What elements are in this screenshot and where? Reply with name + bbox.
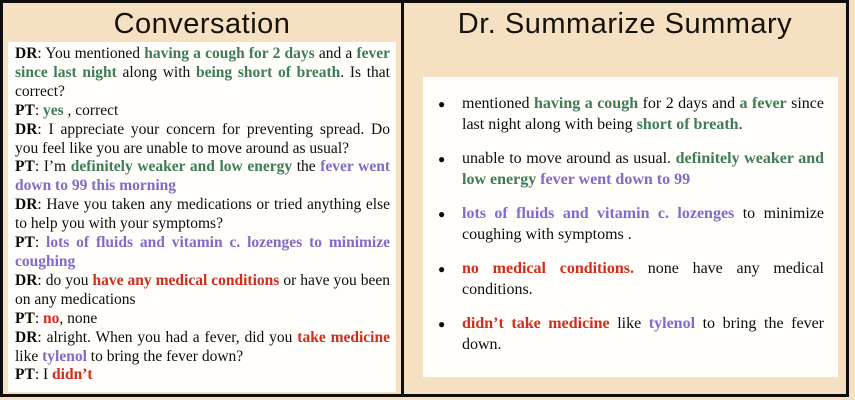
highlight-purple: tylenol: [648, 314, 696, 332]
plain-text: like: [15, 347, 43, 365]
conversation-turn: PT: no, none: [15, 309, 98, 327]
conversation-turn: DR: You mentioned having a cough for 2 days and a fever since last night along with being short of breath. Is that correct?: [15, 45, 390, 100]
conversation-turn: PT: yes , correct: [15, 101, 119, 119]
plain-text: do you: [45, 271, 93, 289]
highlight-purple: lots of fluids and vitamin c. lozenges: [462, 204, 735, 222]
plain-text: I’m: [43, 158, 71, 176]
summary-bullet: [435, 149, 824, 191]
highlight-purple: fever went down to 99 this morning: [15, 158, 390, 195]
highlight-purple: tylenol: [42, 347, 87, 365]
conversation-turn: PT: lots of fluids and vitamin c. lozenges to minimize coughing: [15, 234, 390, 270]
plain-text: Have you taken any medications or tried anything else to help you with your symptoms?: [15, 196, 391, 233]
plain-text: , correct: [63, 101, 119, 119]
summary-bullet: [435, 259, 824, 301]
plain-text: .: [738, 115, 743, 133]
speaker-label: PT: [15, 366, 35, 384]
bullet-text: [462, 314, 824, 356]
summary-bullet: [435, 94, 824, 136]
conversation-turn: DR: do you have any medical conditions or have you been on any medications: [15, 271, 391, 308]
summary-bullet: [435, 314, 824, 356]
plain-text: to bring the fever down.: [462, 314, 824, 353]
summary-bullet: [435, 204, 824, 246]
highlight-green: being short of breath: [195, 63, 341, 81]
conversation-turn: PT: I didn’t: [15, 366, 93, 384]
bullet-text: [462, 204, 824, 246]
speaker-label: DR: [15, 45, 38, 62]
highlight-green: having a cough: [534, 95, 639, 112]
plain-text: to bring the fever down?: [86, 347, 244, 365]
plain-text: . Is that correct?: [15, 63, 390, 100]
summary-body: [435, 94, 824, 356]
speaker-label: PT: [15, 158, 35, 176]
bullet-icon: ●: [438, 206, 446, 221]
highlight-red: have any medical conditions: [92, 271, 280, 289]
plain-text: I appreciate your concern for preventing spread. Do you feel like you are unable to move around as usual?: [15, 120, 390, 157]
plain-text: unable to move around as usual.: [462, 149, 676, 167]
summary-title: Dr. Summarize Summary: [457, 8, 793, 40]
bullet-icon: ●: [438, 151, 446, 166]
highlight-green: fever since last night: [15, 45, 390, 81]
bullet-text: [462, 94, 824, 136]
highlight-purple: fever went down to 99: [540, 170, 691, 188]
highlight-green: having a cough for 2 days: [144, 45, 315, 62]
plain-text: since last night along with being: [462, 95, 825, 133]
conversation-body: [15, 45, 390, 385]
plain-text: none have any medical conditions.: [462, 259, 825, 298]
plain-text: mentioned: [462, 95, 535, 112]
speaker-label: DR: [15, 328, 38, 346]
plain-text: , none: [59, 309, 98, 327]
plain-text: You mentioned: [45, 45, 145, 62]
speaker-label: PT: [15, 309, 35, 327]
highlight-purple: lots of fluids and vitamin c. lozenges to minimize coughing: [15, 234, 390, 270]
highlight-red: take medicine: [297, 328, 390, 346]
plain-text: the: [292, 158, 321, 176]
conversation-panel: [8, 42, 396, 392]
speaker-label: DR: [15, 271, 38, 289]
conversation-turn: PT: I’m definitely weaker and low energy the fever went down to 99 this morning: [15, 158, 390, 195]
speaker-label: PT: [15, 234, 35, 252]
highlight-green: definitely weaker and low energy: [462, 149, 824, 188]
plain-text: like: [609, 314, 649, 332]
plain-text: to minimize coughing with symptoms .: [462, 204, 825, 243]
highlight-green: definitely weaker and low energy: [70, 158, 293, 176]
bullet-icon: ●: [438, 97, 446, 111]
conversation-column: [3, 3, 401, 394]
highlight-green: yes: [43, 101, 64, 119]
plain-text: or have you been on any medications: [15, 271, 391, 308]
highlight-red: didn’t: [52, 366, 93, 384]
bullet-text: [462, 149, 824, 191]
bullet-text: [462, 259, 824, 301]
summary-column: [404, 3, 846, 394]
speaker-label: DR: [15, 120, 38, 138]
conversation-turn: DR: alright. When you had a fever, did you take medicine like tylenol to bring the fever down?: [15, 328, 390, 365]
conversation-turn: DR: Have you taken any medications or tried anything else to help you with your symptoms?: [15, 196, 391, 233]
highlight-green: short of breath: [636, 115, 739, 133]
highlight-green: a fever: [739, 95, 787, 112]
highlight-red: didn’t take medicine: [462, 314, 610, 332]
plain-text: I: [43, 366, 53, 384]
summary-panel: [423, 77, 838, 377]
plain-text: and a: [314, 45, 357, 62]
plain-text: alright. When you had a fever, did you: [46, 328, 298, 346]
bullet-icon: ●: [438, 316, 446, 331]
highlight-red: no: [43, 309, 60, 327]
conversation-title: Conversation: [113, 8, 291, 40]
speaker-label: DR: [15, 196, 38, 214]
speaker-label: PT: [15, 101, 35, 119]
highlight-red: no medical conditions.: [462, 259, 634, 277]
conversation-turn: DR: I appreciate your concern for preventing spread. Do you feel like you are unable to move around as usual?: [15, 120, 390, 157]
plain-text: for 2 days and: [638, 95, 740, 112]
plain-text: along with: [116, 63, 196, 81]
bullet-icon: ●: [438, 261, 446, 276]
